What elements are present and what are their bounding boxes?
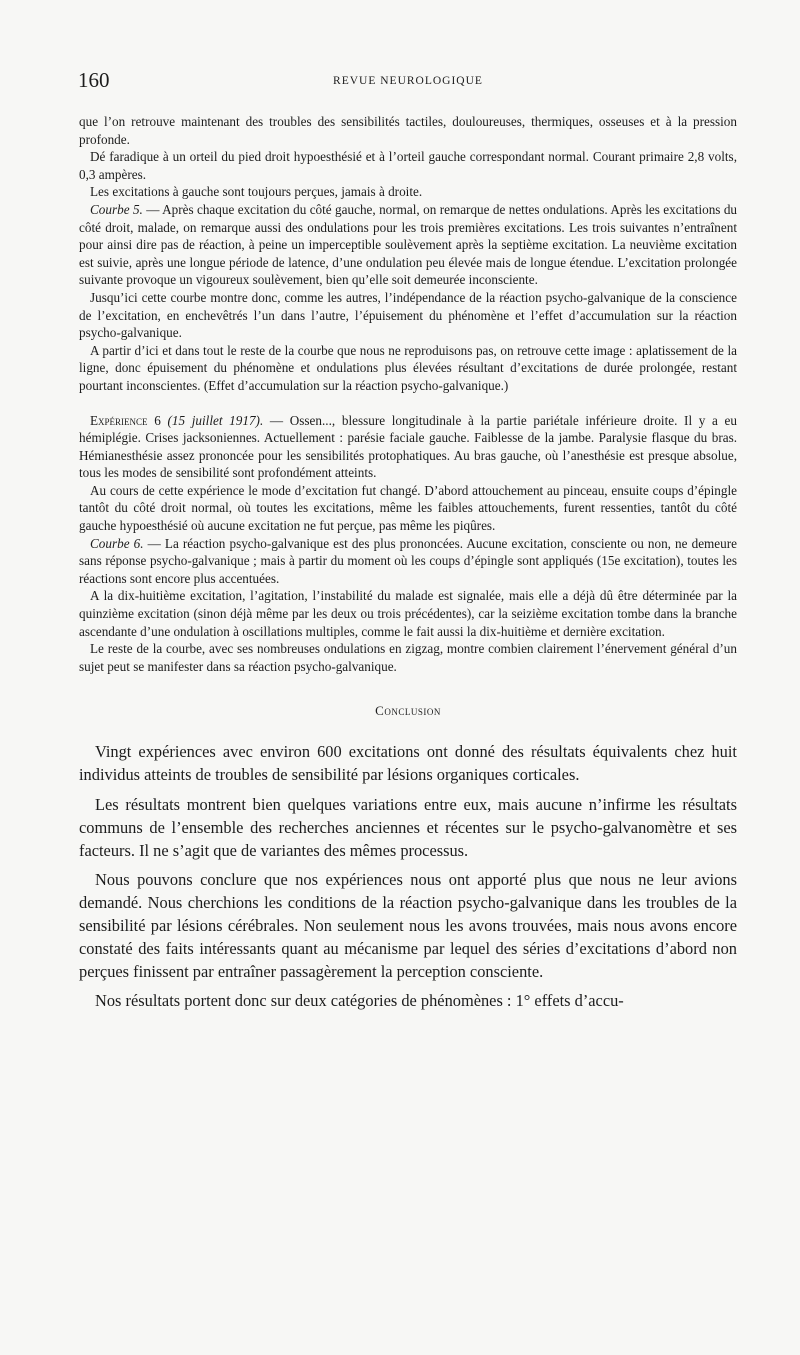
article-body <box>79 113 737 1020</box>
paragraph: Jusqu’ici cette courbe montre donc, comme les autres, l’indépendance de la réaction psycho-galvanique de la conscience de l’excitation, en enchevêtrés l’un dans l’autre, l’épuisement du phénomène et l’effet d’accumulation sur la réaction psycho-galvanique. <box>79 289 737 341</box>
experience-label: Expérience 6 <box>90 412 161 428</box>
paragraph: Nous pouvons conclure que nos expériences nous ont apporté plus que nous ne leur avions demandé. Nous cherchions les conditions de la réaction psycho-galvanique dans les troubles de la sensibilité par lésions cérébrales. Non seulement nous les avons trouvées, mais nous avons encore constaté des faits intéressants quant au mécanisme par lequel des séries d’excitations d’abord non perçues finissent par entraîner passagèrement la perception consciente. <box>79 870 737 981</box>
experience-date: (15 juillet 1917). <box>167 412 264 428</box>
paragraph: Nos résultats portent donc sur deux catégories de phénomènes : 1° effets d’accu- <box>95 991 624 1011</box>
paragraph-text: — Ossen..., blessure longitudinale à la partie pariétale inférieure droite. Il y a eu hémiplégie. Crises jacksoniennes. Actuellement : parésie faciale gauche. Faiblesse de la jambe. Paralysie flasque du bras. Hémianesthésie assez prononcée pour les sensibilités protophatiques. Au bras gauche, où l’anesthésie est presque absolue, tous les modes de sensibilité sont profondément atteints. <box>79 412 738 481</box>
paragraph: Les résultats montrent bien quelques variations entre eux, mais aucune n’infirme les résultats communs de l’ensemble des recherches anciennes et récentes sur le psycho-galvanomètre et ses facteurs. Il ne s’agit que de variantes des mêmes processus. <box>79 795 737 860</box>
page-header <box>78 68 738 96</box>
page-number: 160 <box>78 68 110 92</box>
section-heading: Conclusion <box>375 703 441 719</box>
section-experience-5-continued <box>79 113 737 395</box>
paragraph: Dé faradique à un orteil du pied droit hypoesthésié et à l’orteil gauche correspondant normal. Courant primaire 2,8 volts, 0,3 ampères. <box>79 149 737 182</box>
paragraph <box>79 535 737 588</box>
curve-label: Courbe 5. <box>90 201 143 217</box>
paragraph <box>79 201 737 289</box>
section-experience-6 <box>79 412 737 676</box>
paragraph: A partir d’ici et dans tout le reste de la courbe que nous ne reproduisons pas, on retrouve cette image : aplatissement de la ligne, donc épuisement du phénomène et ondulations plus élevées résultant d’excitations de durée prolongée, restant pourtant inconscientes. (Effet d’accumulation sur la réaction psycho-galvanique.) <box>79 342 737 393</box>
paragraph: Vingt expériences avec environ 600 excitations ont donné des résultats équivalents chez huit individus atteints de troubles de sensibilité par lésions organiques corticales. <box>79 742 737 785</box>
paragraph <box>79 412 737 482</box>
paragraph: Au cours de cette expérience le mode d’excitation fut changé. D’abord attouchement au pinceau, ensuite coups d’épingle tantôt du côté droit normal, où toutes les excitations, même les faibles attouchements, furent ressenties, tantôt du côté gauche hypoesthésié où aucune excitation ne fut perçue, pas même les piqûres. <box>79 482 737 534</box>
paragraph: Les excitations à gauche sont toujours perçues, jamais à droite. <box>90 184 423 200</box>
paragraph-text: — Après chaque excitation du côté gauche, normal, on remarque de nettes ondulations. Après les excitations du côté droit, malade, on remarque aussi des ondulations pour les trois premières excitations. Les trois suivantes n’entraînent pour ainsi dire pas de réaction, à peine un imperceptible soulèvement après la septième excitation. La neuvième excitation est suivie, après une longue période de latence, d’une ondulation peu élevée mais de longue étendue. L’excitation prolongée suivante provoque un vigoureux soulèvement, bien qu’elle soit demeurée inconsciente. <box>79 201 738 288</box>
paragraph: que l’on retrouve maintenant des troubles des sensibilités tactiles, douloureuses, thermiques, osseuses et à la pression profonde. <box>79 114 737 147</box>
paragraph: Le reste de la courbe, avec ses nombreuses ondulations en zigzag, montre combien clairement l’énervement général d’un sujet peut se manifester dans sa réaction psycho-galvanique. <box>79 641 737 674</box>
paragraph-text: — La réaction psycho-galvanique est des plus prononcées. Aucune excitation, consciente ou non, ne demeure sans réponse psycho-galvanique ; mais à partir du moment où les coups d’épingle sont appliqués (15e excitation), toutes les réactions sont encore plus accentuées. <box>79 535 737 586</box>
section-conclusion <box>79 741 737 1013</box>
paragraph: A la dix-huitième excitation, l’agitation, l’instabilité du malade est signalée, mais elle a déjà dû être déterminée par la quinzième excitation (sinon déjà même par les deux ou trois précédentes), car la seizième excitation tombe dans la branche ascendante d’une ondulation à oscillations multiples, comme le fait aussi la dix-huitième et dernière excitation. <box>79 588 737 639</box>
running-title: REVUE NEUROLOGIQUE <box>333 75 483 87</box>
curve-label: Courbe 6. <box>90 535 144 551</box>
